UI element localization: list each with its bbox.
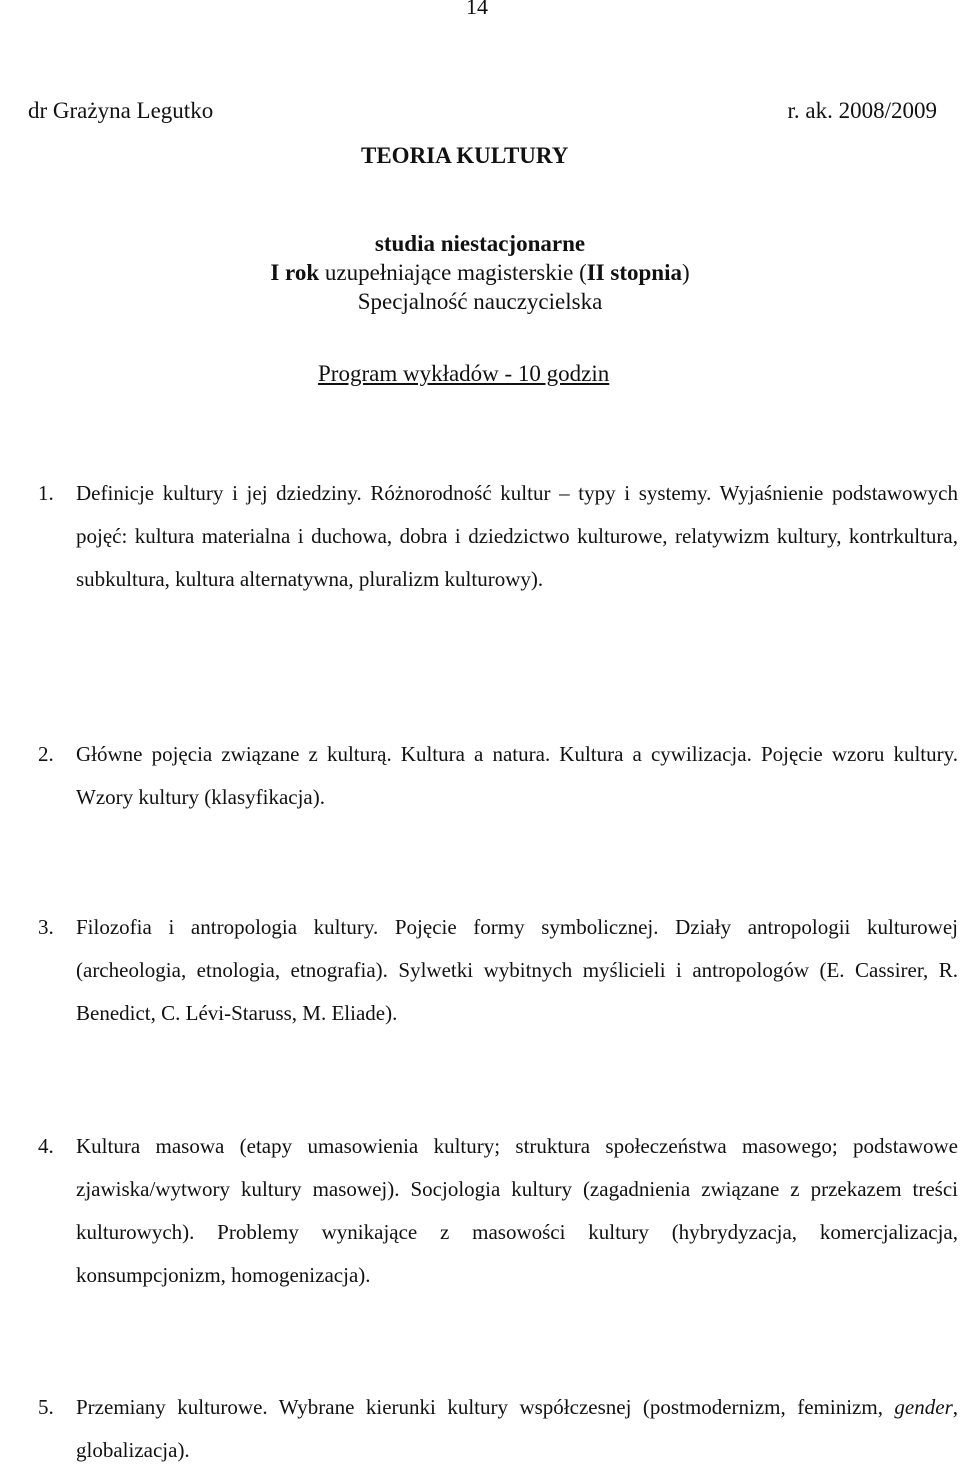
course-details [0,229,960,316]
item-number: 1. [38,481,54,505]
study-mode: studia niestacjonarne [374,231,586,256]
lecture-item [38,1386,958,1472]
item-text: Filozofia i antropologia kultury. Pojęcie formy symbolicznej. Działy antropologii kulturowej (archeologia, etnologia, etnografia). Sylwetki wybitnych myślicieli i antropologów (E. Cassirer, R. Benedict, C. Lévi-Staruss, M. Eliade). [76,915,958,1025]
program-title: Program wykładów - 10 godzin [318,361,610,386]
item-text: Przemiany kulturowe. Wybrane kierunki kultury współczesnej (postmodernizm, feminizm, gender, globalizacja). [76,1395,958,1462]
course-title: TEORIA KULTURY [361,143,569,168]
lecture-item [38,906,958,1035]
lecture-item [38,1125,958,1297]
item-number: 2. [38,742,54,766]
study-level: I rok uzupełniające magisterskie (II stopnia) [270,260,690,285]
lecture-item [38,733,958,819]
item-text: Główne pojęcia związane z kulturą. Kultura a natura. Kultura a cywilizacja. Pojęcie wzoru kultury. Wzory kultury (klasyfikacja). [76,742,958,809]
lecture-item [38,472,958,601]
author-name: dr Grażyna Legutko [28,98,214,123]
item-number: 3. [38,915,54,939]
specialty: Specjalność nauczycielska [357,289,603,314]
page-number: 14 [466,0,488,19]
item-number: 4. [38,1134,54,1158]
item-text: Definicje kultury i jej dziedziny. Różnorodność kultur – typy i systemy. Wyjaśnienie podstawowych pojęć: kultura materialna i duchowa, dobra i dziedzictwo kulturowe, relatywizm kultury, kontrkultura, subkultura, kultura alternatywna, pluralizm kulturowy). [76,481,958,591]
academic-year: r. ak. 2008/2009 [787,98,937,123]
item-number: 5. [38,1395,54,1419]
item-text: Kultura masowa (etapy umasowienia kultury; struktura społeczeństwa masowego; podstawowe zjawiska/wytwory kultury masowej). Socjologia kultury (zagadnienia związane z przekazem treści kulturowych). Problemy wynikające z masowości kultury (hybrydyzacja, komercjalizacja, konsumpcjonizm, homogenizacja). [76,1134,958,1287]
italic-term: gender [894,1395,953,1419]
